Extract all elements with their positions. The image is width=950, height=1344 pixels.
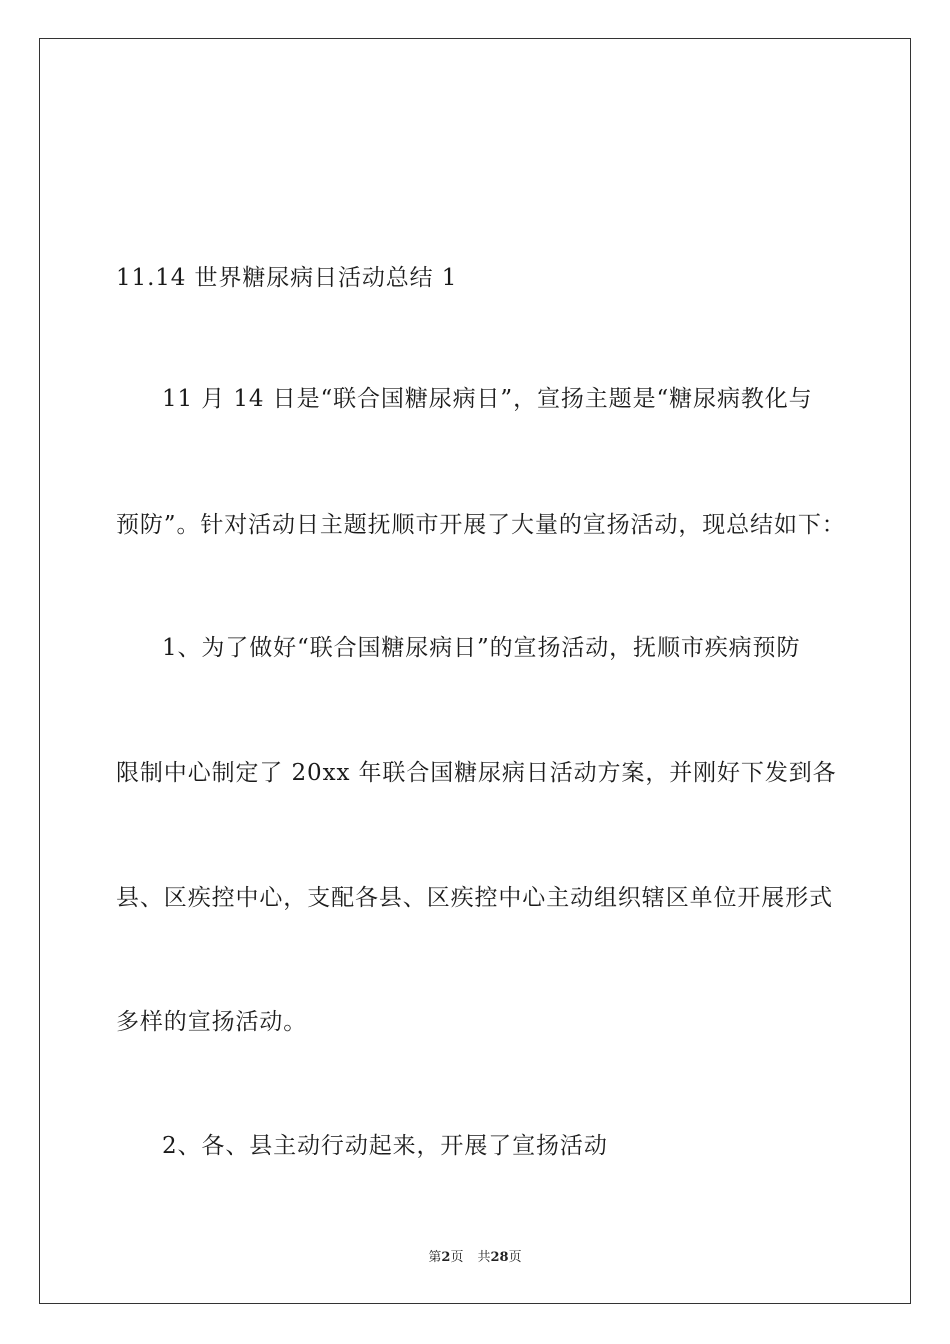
page-footer <box>0 1246 950 1265</box>
page-border <box>39 38 911 1304</box>
footer-total-pages: 28 <box>490 1250 509 1265</box>
paragraph-line-7: 2、各、县主动行动起来，开展了宣扬活动 <box>162 1133 608 1159</box>
paragraph-line-4: 限制中心制定了 20xx 年联合国糖尿病日活动方案，并刚好下发到各 <box>116 760 837 786</box>
paragraph-line-6: 多样的宣扬活动。 <box>116 1009 308 1035</box>
footer-page-prefix: 第 <box>428 1250 442 1265</box>
footer-total-prefix: 共 <box>477 1250 491 1265</box>
footer-page-suffix: 页 <box>450 1250 464 1265</box>
footer-total-suffix: 页 <box>508 1250 522 1265</box>
paragraph-line-1: 11 月 14 日是“联合国糖尿病日”，宣扬主题是“糖尿病教化与 <box>162 386 813 412</box>
paragraph-line-3: 1、为了做好“联合国糖尿病日”的宣扬活动，抚顺市疾病预防 <box>162 635 801 661</box>
document-title: 11.14 世界糖尿病日活动总结 1 <box>116 265 458 291</box>
paragraph-line-5: 县、区疾控中心，支配各县、区疾控中心主动组织辖区单位开展形式 <box>116 885 833 911</box>
footer-page-number: 2 <box>441 1250 451 1265</box>
paragraph-line-2: 预防”。针对活动日主题抚顺市开展了大量的宣扬活动，现总结如下： <box>116 512 846 538</box>
